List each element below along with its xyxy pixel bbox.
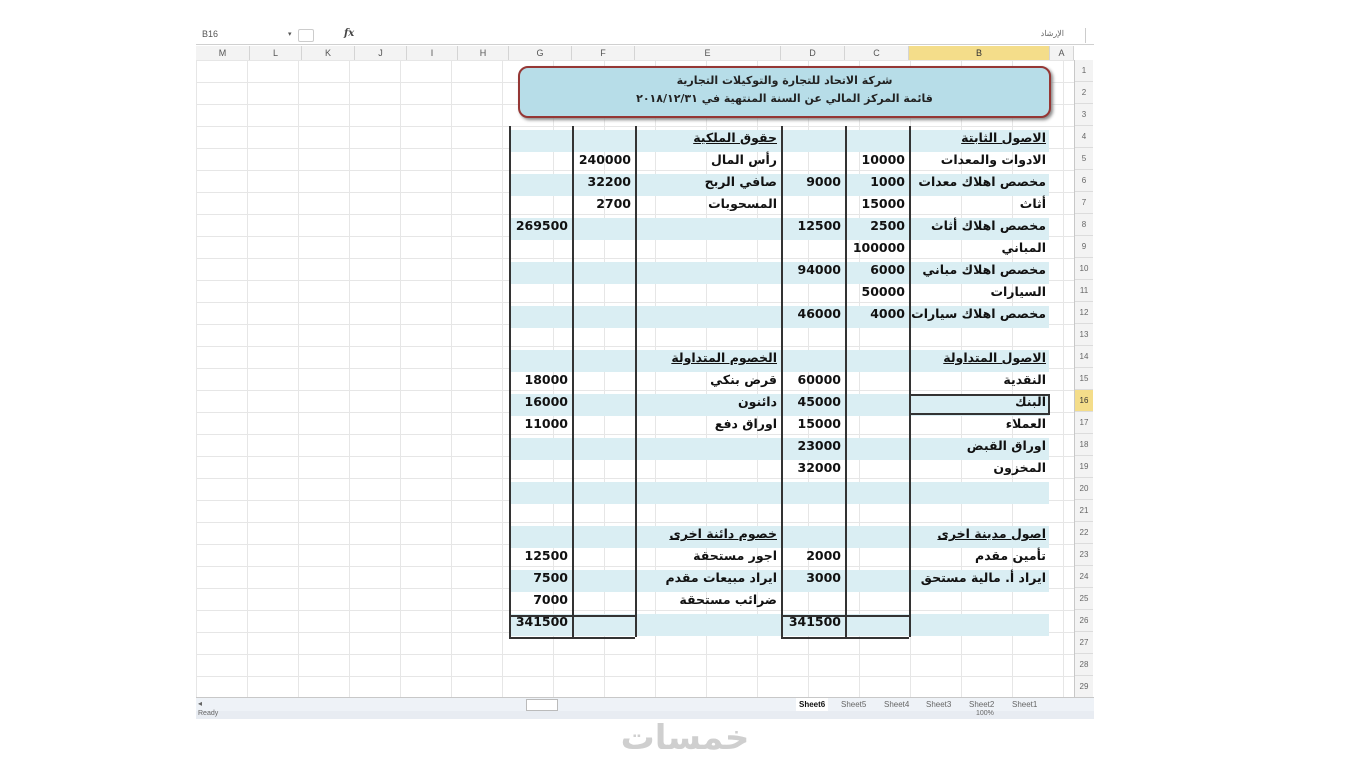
row-header-11[interactable]: 11 <box>1075 280 1093 302</box>
cell-f6[interactable]: 32200 <box>587 174 631 189</box>
cell-c10[interactable]: 6000 <box>870 262 905 277</box>
sheet-tab-sheet6[interactable]: Sheet6 <box>796 698 828 711</box>
row-header-13[interactable]: 13 <box>1075 324 1093 346</box>
cell-d17[interactable]: 15000 <box>797 416 841 431</box>
cell-c5[interactable]: 10000 <box>861 152 905 167</box>
cell-g24[interactable]: 7500 <box>533 570 568 585</box>
cell-d18[interactable]: 23000 <box>797 438 841 453</box>
cell-b7[interactable]: أثاث <box>1019 196 1046 211</box>
column-header-l[interactable]: L <box>250 46 302 60</box>
column-header-g[interactable]: G <box>509 46 572 60</box>
cell-b16[interactable]: البنك <box>1015 394 1046 409</box>
cell-b24[interactable]: ايراد أ. مالية مستحق <box>920 570 1046 585</box>
row-header-26[interactable]: 26 <box>1075 610 1093 632</box>
row-header-28[interactable]: 28 <box>1075 654 1093 676</box>
cell-e23[interactable]: اجور مستحقة <box>693 548 777 563</box>
sheet-tab-bar <box>196 697 1094 712</box>
cell-b19[interactable]: المخزون <box>993 460 1046 475</box>
cell-b5[interactable]: الادوات والمعدات <box>940 152 1046 167</box>
cell-b6[interactable]: مخصص اهلاك معدات <box>918 174 1046 189</box>
cell-e6[interactable]: صافي الربح <box>704 174 777 189</box>
row-header-3[interactable]: 3 <box>1075 104 1093 126</box>
column-header-h[interactable]: H <box>458 46 509 60</box>
formula-bar-label: الإرشاد <box>1040 29 1064 38</box>
formula-cancel-button[interactable] <box>298 29 314 42</box>
cell-e17[interactable]: اوراق دفع <box>714 416 777 431</box>
cell-b22[interactable]: اصول مدينة اخرى <box>937 526 1046 541</box>
column-header-m[interactable]: M <box>196 46 250 60</box>
cell-e5[interactable]: رأس المال <box>711 152 777 167</box>
cell-c9[interactable]: 100000 <box>852 240 905 255</box>
cell-g15[interactable]: 18000 <box>524 372 568 387</box>
statement-title: قائمة المركز المالي عن السنة المنتهية في ٢٠١٨/١٢/٣١ <box>636 92 933 105</box>
column-header-f[interactable]: F <box>572 46 635 60</box>
row-band <box>509 482 1049 504</box>
cell-e25[interactable]: ضرائب مستحقة <box>679 592 777 607</box>
cell-g16[interactable]: 16000 <box>524 394 568 409</box>
cell-g25[interactable]: 7000 <box>533 592 568 607</box>
row-header-27[interactable]: 27 <box>1075 632 1093 654</box>
cell-e15[interactable]: قرض بنكي <box>710 372 777 387</box>
watermark-logo: خمسات <box>620 718 750 758</box>
cell-e24[interactable]: ايراد مبيعات مقدم <box>665 570 777 585</box>
cell-g8[interactable]: 269500 <box>515 218 568 233</box>
row-header-14[interactable]: 14 <box>1075 346 1093 368</box>
total-rule <box>781 637 909 639</box>
row-header-25[interactable]: 25 <box>1075 588 1093 610</box>
cell-f5[interactable]: 240000 <box>578 152 631 167</box>
cell-c12[interactable]: 4000 <box>870 306 905 321</box>
row-header-22[interactable]: 22 <box>1075 522 1093 544</box>
row-header-16[interactable]: 16 <box>1075 390 1093 412</box>
cell-b15[interactable]: النقدية <box>1003 372 1046 387</box>
column-header-k[interactable]: K <box>302 46 355 60</box>
row-header-12[interactable]: 12 <box>1075 302 1093 324</box>
sheet-tab-sheet5[interactable]: Sheet5 <box>841 700 867 709</box>
row-header-9[interactable]: 9 <box>1075 236 1093 258</box>
cell-b10[interactable]: مخصص اهلاك مباني <box>922 262 1046 277</box>
cell-b14[interactable]: الاصول المتداولة <box>943 350 1046 365</box>
cell-f7[interactable]: 2700 <box>596 196 631 211</box>
cell-c8[interactable]: 2500 <box>870 218 905 233</box>
row-header-10[interactable]: 10 <box>1075 258 1093 280</box>
cell-d15[interactable]: 60000 <box>797 372 841 387</box>
zoom-level[interactable]: 100% <box>976 710 994 717</box>
fx-icon[interactable]: fx <box>344 28 355 39</box>
title-box <box>518 66 1051 118</box>
cell-e14[interactable]: الخصوم المتداولة <box>671 350 777 365</box>
row-header-1[interactable]: 1 <box>1075 60 1093 82</box>
row-header-8[interactable]: 8 <box>1075 214 1093 236</box>
cell-d26[interactable]: 341500 <box>788 614 841 629</box>
scroll-left-icon[interactable]: ◂ <box>198 699 203 708</box>
cell-g23[interactable]: 12500 <box>524 548 568 563</box>
cell-b18[interactable]: اوراق القبض <box>966 438 1046 453</box>
horizontal-scrollbar[interactable] <box>526 699 558 711</box>
sheet-tab-sheet2[interactable]: Sheet2 <box>969 700 995 709</box>
cell-c11[interactable]: 50000 <box>861 284 905 299</box>
column-header-d[interactable]: D <box>781 46 845 60</box>
column-header-j[interactable]: J <box>355 46 407 60</box>
cell-d23[interactable]: 2000 <box>806 548 841 563</box>
cell-d19[interactable]: 32000 <box>797 460 841 475</box>
cell-b17[interactable]: العملاء <box>1005 416 1046 431</box>
row-header-17[interactable]: 17 <box>1075 412 1093 434</box>
column-header-a[interactable]: A <box>1050 46 1074 60</box>
cell-b12[interactable]: مخصص اهلاك سيارات <box>911 306 1046 321</box>
sheet-tab-sheet1[interactable]: Sheet1 <box>1012 700 1038 709</box>
row-header-29[interactable]: 29 <box>1075 676 1093 698</box>
cell-e22[interactable]: خصوم دائنة اخرى <box>669 526 777 541</box>
cell-d24[interactable]: 3000 <box>806 570 841 585</box>
formula-expand-button[interactable] <box>1085 28 1094 43</box>
cell-g17[interactable]: 11000 <box>524 416 568 431</box>
sheet-tab-sheet3[interactable]: Sheet3 <box>926 700 952 709</box>
name-box[interactable]: B16 <box>202 29 219 39</box>
cell-d12[interactable]: 46000 <box>797 306 841 321</box>
cell-b8[interactable]: مخصص اهلاك أثاث <box>931 218 1046 233</box>
company-title: شركة الاتحاد للتجارة والتوكيلات التجارية <box>676 74 893 87</box>
selected-cell-b16[interactable] <box>909 394 1050 415</box>
row-band <box>509 614 1049 636</box>
cell-d6[interactable]: 9000 <box>806 174 841 189</box>
row-header-2[interactable]: 2 <box>1075 82 1093 104</box>
row-header-21[interactable]: 21 <box>1075 500 1093 522</box>
row-header-5[interactable]: 5 <box>1075 148 1093 170</box>
row-header-20[interactable]: 20 <box>1075 478 1093 500</box>
cell-e7[interactable]: المسحوبات <box>708 196 777 211</box>
cell-d10[interactable]: 94000 <box>797 262 841 277</box>
column-header-b[interactable]: B <box>909 46 1050 60</box>
cell-d8[interactable]: 12500 <box>797 218 841 233</box>
column-headers <box>196 46 1074 61</box>
column-header-e[interactable]: E <box>635 46 781 60</box>
cell-e16[interactable]: دائنون <box>737 394 777 409</box>
row-header-7[interactable]: 7 <box>1075 192 1093 214</box>
cell-b4[interactable]: الاصول الثابتة <box>961 130 1046 145</box>
cell-d16[interactable]: 45000 <box>797 394 841 409</box>
row-header-24[interactable]: 24 <box>1075 566 1093 588</box>
total-rule <box>509 637 635 639</box>
cell-c6[interactable]: 1000 <box>870 174 905 189</box>
cell-b23[interactable]: تأمين مقدم <box>975 548 1046 563</box>
cell-b11[interactable]: السيارات <box>990 284 1046 299</box>
row-header-18[interactable]: 18 <box>1075 434 1093 456</box>
cell-c7[interactable]: 15000 <box>861 196 905 211</box>
cell-g26[interactable]: 341500 <box>515 614 568 629</box>
column-header-c[interactable]: C <box>845 46 909 60</box>
row-header-6[interactable]: 6 <box>1075 170 1093 192</box>
row-headers <box>1074 60 1093 702</box>
cell-e4[interactable]: حقوق الملكية <box>693 130 777 145</box>
status-ready: Ready <box>198 710 219 717</box>
row-header-23[interactable]: 23 <box>1075 544 1093 566</box>
sheet-tab-sheet4[interactable]: Sheet4 <box>884 700 910 709</box>
formula-bar <box>196 28 1094 45</box>
column-header-i[interactable]: I <box>407 46 458 60</box>
chevron-down-icon[interactable]: ▾ <box>288 30 292 38</box>
row-header-15[interactable]: 15 <box>1075 368 1093 390</box>
row-header-19[interactable]: 19 <box>1075 456 1093 478</box>
row-header-4[interactable]: 4 <box>1075 126 1093 148</box>
cell-b9[interactable]: المباني <box>1001 240 1046 255</box>
